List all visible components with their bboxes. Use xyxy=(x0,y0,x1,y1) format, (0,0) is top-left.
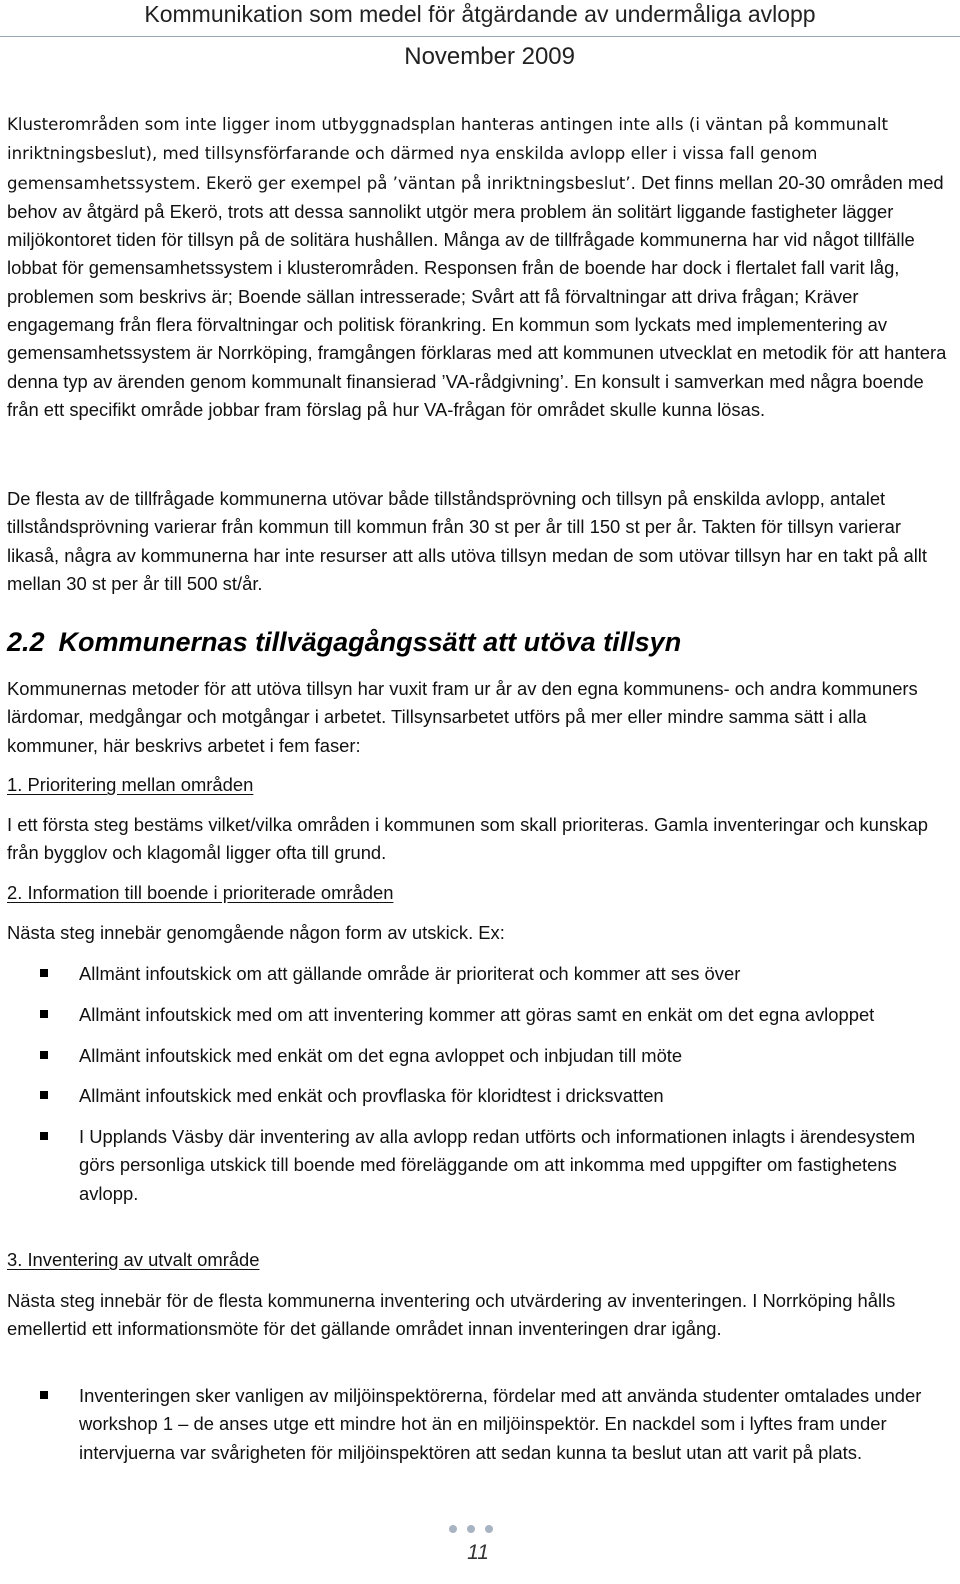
section-number: 2.2 xyxy=(7,627,45,657)
bullet-list-utskick xyxy=(0,960,960,1221)
square-bullet-icon xyxy=(40,1132,48,1140)
list-item xyxy=(0,960,947,988)
square-bullet-icon xyxy=(40,1391,48,1399)
footer-dots-ornament xyxy=(449,1525,499,1537)
subheading-information: 2. Information till boende i prioriterade områden xyxy=(7,882,394,903)
list-item xyxy=(0,1001,947,1029)
list-item xyxy=(0,1042,947,1070)
list-item xyxy=(0,1123,947,1208)
bullet-list-inventering xyxy=(0,1382,960,1479)
paragraph-kluster xyxy=(7,110,953,424)
section-title: Kommunernas tillvägagångssätt att utöva tillsyn xyxy=(58,627,682,657)
paragraph-kluster-part1: Klusterområden som inte ligger inom utbyggnadsplan hanteras antingen inte alls (i väntan på kommunalt inriktningsbeslut), med tillsynsförfarande och därmed nya enskilda avlopp eller i vissa fall genom gemensamhetssystem. Ekerö ger exempel på ’väntan på inriktningsbeslut’. xyxy=(7,115,888,193)
list-item-text: Allmänt infoutskick med enkät om det egna avloppet och inbjudan till möte xyxy=(79,1044,683,1066)
running-header-date: November 2009 xyxy=(404,43,575,70)
page-number: 11 xyxy=(467,1541,489,1564)
running-header-title: Kommunikation som medel för åtgärdande av undermåliga avlopp xyxy=(144,1,816,27)
dot-icon xyxy=(467,1525,475,1533)
header-divider xyxy=(0,36,960,37)
dot-icon xyxy=(485,1525,493,1533)
list-item-text: Allmänt infoutskick med om att inventering kommer att göras samt en enkät om det egna avloppet xyxy=(79,1003,875,1025)
square-bullet-icon xyxy=(40,1091,48,1099)
list-item-text: I Upplands Väsby där inventering av alla avlopp redan utförts och informationen inlagts i ärendesystem görs personliga utskick till boende med föreläggande om att inkomma med uppgifter om fastighetens avlopp. xyxy=(79,1126,916,1204)
paragraph-prioritering: I ett första steg bestäms vilket/vilka områden i kommunen som skall prioriteras. Gamla inventeringar och kunskap från bygglov och klagomål ligger ofta till grund. xyxy=(7,814,928,864)
square-bullet-icon xyxy=(40,969,48,977)
paragraph-kluster-part2: Det finns mellan 20-30 områden med behov av åtgärd på Ekerö, trots att dessa sannolikt utgör mera problem än solitärt liggande fastigheter lägger miljökontoret tiden för tillsyn på de solitära hushållen. Många av de tillfrågade kommunerna har vid något tillfälle lobbat för gemensamhetssystem i klusterområden. Responsen från de boende har dock i flertalet fall varit låg, problemen som beskrivs är; Boende sällan intresserade; Svårt att få förvaltningar att driva frågan; Kräver engagemang från flera förvaltningar och politisk förankring. En kommun som lyckats med implementering av gemensamhetssystem är Norrköping, framgången förklaras med att kommunen utvecklat en metodik för att hantera denna typ av ärenden genom kommunalt finansierad ’VA-rådgivning’. En konsult i samverkan med några boende från ett specifikt område jobbar fram förslag på hur VA-frågan för området skulle kunna lösas. xyxy=(7,171,947,420)
list-item-text: Allmänt infoutskick om att gällande område är prioriterat och kommer att ses över xyxy=(79,963,741,984)
paragraph-tillstand: De flesta av de tillfrågade kommunerna utövar både tillståndsprövning och tillsyn på enskilda avlopp, antalet tillståndsprövning varierar från kommun till kommun från 30 st per år till 150 st per år. Takten för tillsyn varierar likaså, några av kommunerna har inte resurser att alls utöva tillsyn medan de som utövar tillsyn har en takt på allt mellan 30 st per år till 500 st/år. xyxy=(7,488,927,594)
paragraph-information: Nästa steg innebär genomgående någon form av utskick. Ex: xyxy=(7,922,505,943)
list-item-text: Inventeringen sker vanligen av miljöinspektörerna, fördelar med att använda studenter omtalades under workshop 1 – de anses utge ett mindre hot än en miljöinspektör. En nackdel som i lyftes fram under intervjuerna var svårigheten för miljöinspektören att sedan kunna ta beslut utan att varit på plats. xyxy=(79,1385,922,1463)
paragraph-metoder: Kommunernas metoder för att utöva tillsyn har vuxit fram ur år av den egna kommunens- och andra kommuners lärdomar, medgångar och motgångar i arbetet. Tillsynsarbetet utförs på mer eller mindre samma sätt i alla kommuner, här beskrivs arbetet i fem faser: xyxy=(7,678,918,756)
list-item xyxy=(0,1382,947,1467)
square-bullet-icon xyxy=(40,1051,48,1059)
list-item xyxy=(0,1082,947,1110)
section-heading xyxy=(7,622,681,662)
subheading-prioritering: 1. Prioritering mellan områden xyxy=(7,774,254,795)
subheading-inventering: 3. Inventering av utvalt område xyxy=(7,1249,260,1270)
dot-icon xyxy=(449,1525,457,1533)
square-bullet-icon xyxy=(40,1010,48,1018)
list-item-text: Allmänt infoutskick med enkät och provflaska för kloridtest i dricksvatten xyxy=(79,1085,664,1107)
paragraph-inventering: Nästa steg innebär för de flesta kommunerna inventering och utvärdering av inventeringen. I Norrköping hålls emellertid ett informationsmöte för det gällande området innan inventeringen drar igång. xyxy=(7,1290,896,1340)
